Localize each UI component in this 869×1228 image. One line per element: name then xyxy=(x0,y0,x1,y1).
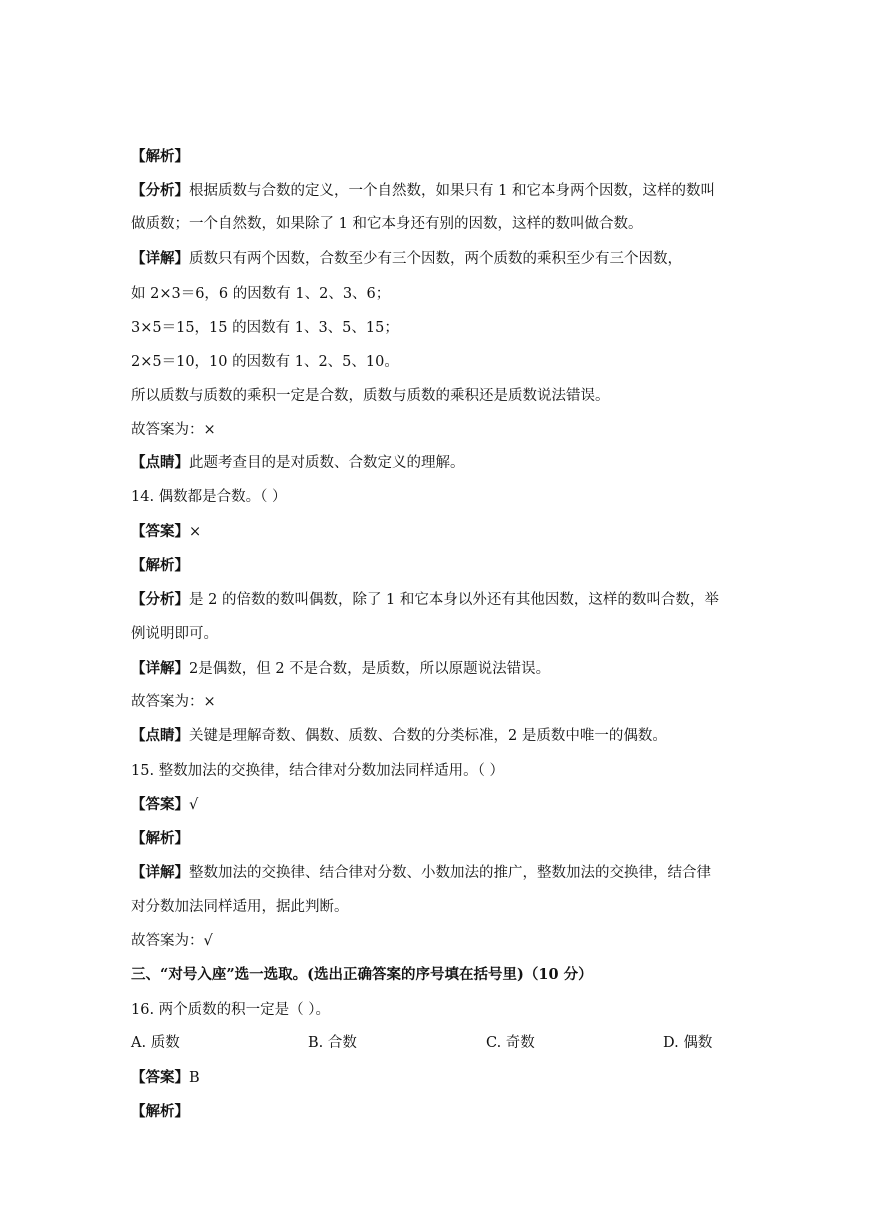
option-d: D. 偶数 xyxy=(663,1035,713,1051)
option-a: A. 质数 xyxy=(131,1035,180,1051)
detail-line: 【详解】整数加法的交换律、结合律对分数、小数加法的推广，整数加法的交换律，结合律 xyxy=(131,864,711,881)
option-c: C. 奇数 xyxy=(486,1035,535,1051)
answer-line: 【答案】B xyxy=(131,1069,200,1086)
example-line: 2×5＝10，10 的因数有 1、2、5、10。 xyxy=(131,354,399,370)
analysis-line-cont: 做质数；一个自然数，如果除了 1 和它本身还有别的因数，这样的数叫做合数。 xyxy=(131,216,643,232)
answer-line: 【答案】√ xyxy=(131,796,199,813)
option-b: B. 合数 xyxy=(308,1035,357,1051)
conclusion-line: 所以质数与质数的乘积一定是合数，质数与质数的乘积还是质数说法错误。 xyxy=(131,388,610,404)
section-heading: 三、“对号入座”选一选取。(选出正确答案的序号填在括号里)（10 分） xyxy=(131,966,593,983)
example-line: 如 2×3＝6，6 的因数有 1、2、3、6； xyxy=(131,286,391,302)
analysis-heading: 【解析】 xyxy=(131,1103,189,1120)
analysis-heading: 【解析】 xyxy=(131,830,189,847)
analysis-heading: 【解析】 xyxy=(131,557,189,574)
analysis-line-cont: 例说明即可。 xyxy=(131,626,218,642)
question-15: 15. 整数加法的交换律，结合律对分数加法同样适用。（ ） xyxy=(131,763,505,779)
comment-line: 【点睛】此题考查目的是对质数、合数定义的理解。 xyxy=(131,454,465,471)
example-line: 3×5＝15，15 的因数有 1、3、5、15； xyxy=(131,320,399,336)
comment-line: 【点睛】关键是理解奇数、偶数、质数、合数的分类标准，2 是质数中唯一的偶数。 xyxy=(131,727,667,744)
analysis-line: 【分析】根据质数与合数的定义，一个自然数，如果只有 1 和它本身两个因数，这样的数叫 xyxy=(131,182,715,199)
answer-line: 【答案】× xyxy=(131,523,202,540)
detail-line-cont: 对分数加法同样适用，据此判断。 xyxy=(131,899,349,915)
answer-statement: 故答案为：√ xyxy=(131,933,213,949)
question-16: 16. 两个质数的积一定是（ ）。 xyxy=(131,1002,331,1018)
question-14: 14. 偶数都是合数。（ ） xyxy=(131,489,287,505)
analysis-heading: 【解析】 xyxy=(131,148,189,165)
detail-line: 【详解】2是偶数，但 2 不是合数，是质数，所以原题说法错误。 xyxy=(131,660,551,677)
detail-line: 【详解】质数只有两个因数，合数至少有三个因数，两个质数的乘积至少有三个因数， xyxy=(131,250,682,267)
answer-statement: 故答案为：× xyxy=(131,422,216,438)
answer-statement: 故答案为：× xyxy=(131,694,216,710)
analysis-line: 【分析】是 2 的倍数的数叫偶数，除了 1 和它本身以外还有其他因数，这样的数叫合数，举 xyxy=(131,591,719,608)
